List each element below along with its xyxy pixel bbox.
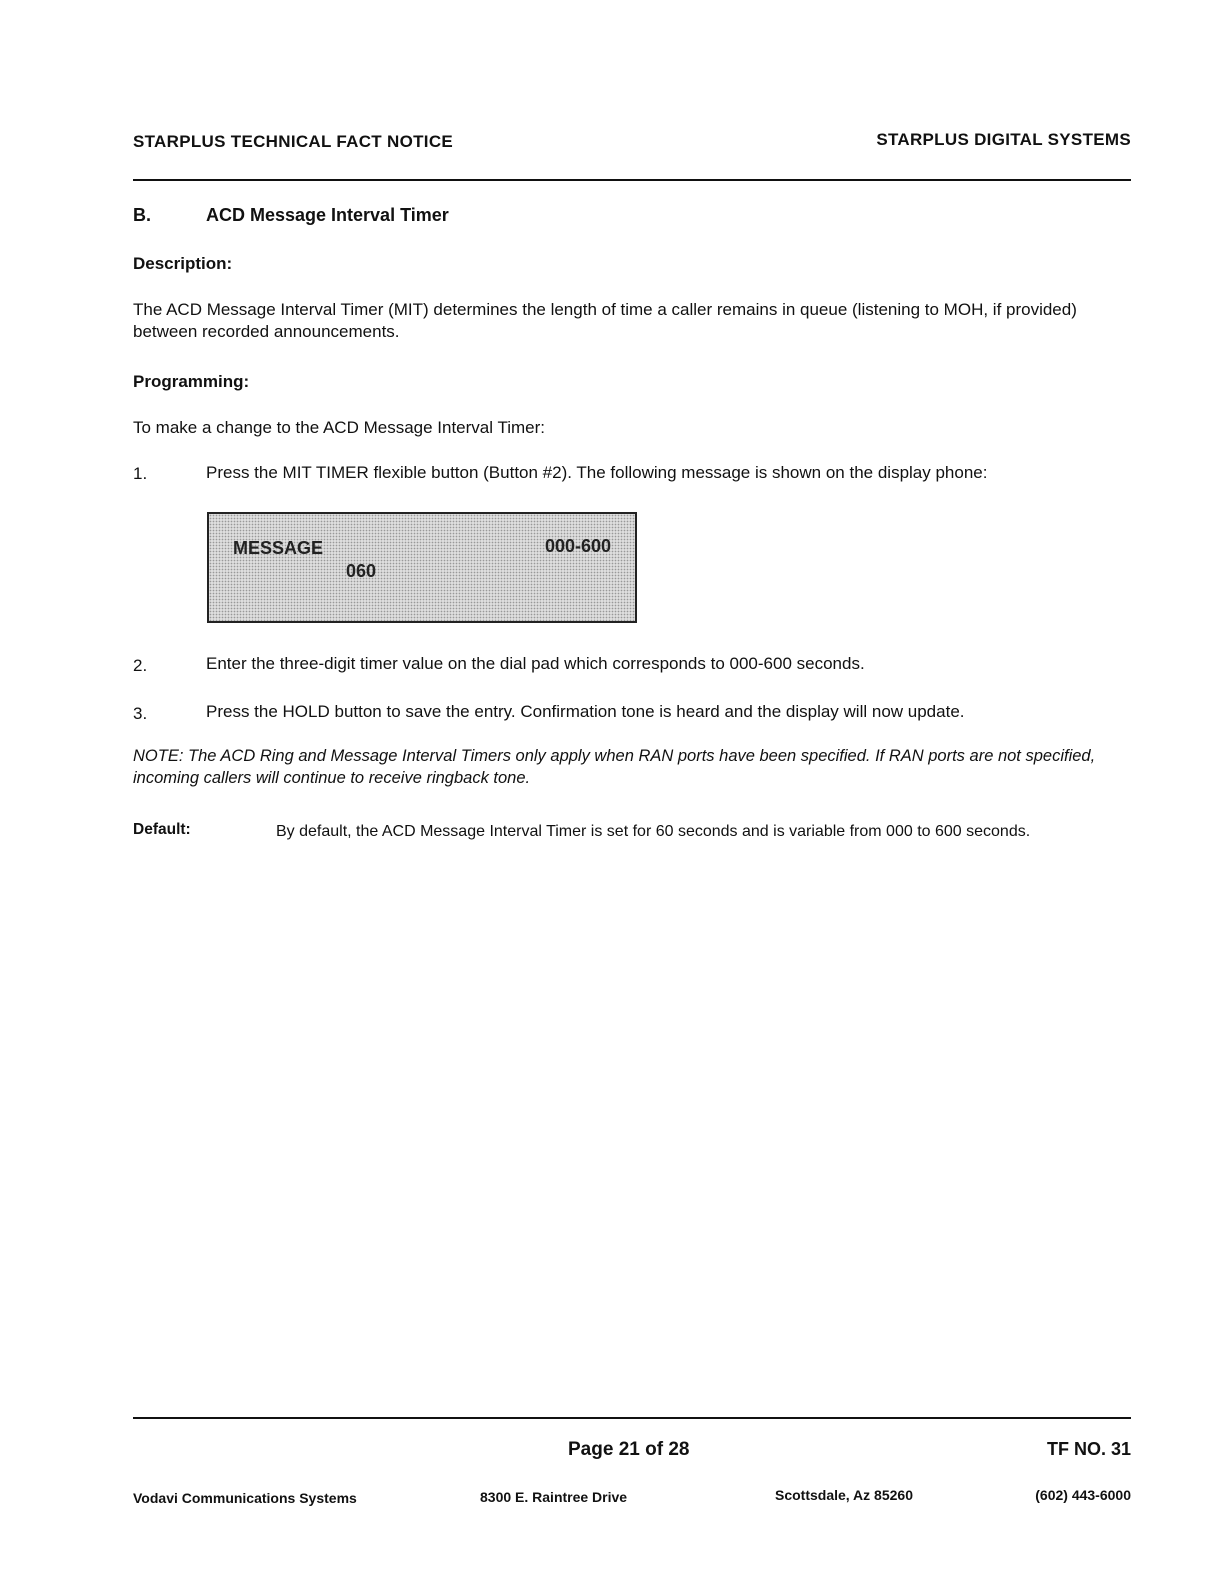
description-heading: Description: [133, 254, 233, 273]
programming-heading: Programming: [133, 372, 250, 391]
header-right: STARPLUS DIGITAL SYSTEMS [876, 130, 1131, 149]
header-left: STARPLUS TECHNICAL FACT NOTICE [133, 132, 454, 151]
footer-company: Vodavi Communications Systems [133, 1490, 357, 1506]
step-1-text: Press the MIT TIMER flexible button (Button #2). The following message is shown on the display phone: [206, 463, 988, 482]
default-label: Default: [133, 821, 191, 838]
footer-phone: (602) 443-6000 [1035, 1487, 1131, 1503]
footer-address: 8300 E. Raintree Drive [480, 1489, 628, 1505]
display-value: 060 [346, 561, 377, 581]
section-title: ACD Message Interval Timer [206, 205, 449, 225]
step-2-number: 2. [133, 656, 148, 675]
header-rule [133, 179, 1131, 181]
tf-number: TF NO. 31 [1046, 1439, 1131, 1459]
page-number: Page 21 of 28 [568, 1439, 690, 1460]
programming-intro: To make a change to the ACD Message Interval Timer: [133, 418, 545, 437]
section-letter: B. [133, 205, 151, 225]
display-range: 000-600 [544, 536, 611, 556]
step-2-text: Enter the three-digit timer value on the dial pad which corresponds to 000-600 seconds. [206, 654, 865, 673]
note-text: NOTE: The ACD Ring and Message Interval Timers only apply when RAN ports have been specified. If RAN ports are not specified, incoming callers will continue to receive ringback tone. [133, 747, 1096, 787]
step-3-text: Press the HOLD button to save the entry. Confirmation tone is heard and the display will now update. [206, 702, 965, 721]
phone-display [207, 512, 637, 623]
description-text: The ACD Message Interval Timer (MIT) determines the length of time a caller remains in queue (listening to MOH, if provided) between recorded announcements. [133, 300, 1077, 341]
default-text: By default, the ACD Message Interval Timer is set for 60 seconds and is variable from 000 to 600 seconds. [276, 823, 1031, 840]
step-1-number: 1. [133, 464, 148, 483]
footer-rule [133, 1417, 1131, 1419]
footer-city: Scottsdale, Az 85260 [775, 1487, 913, 1503]
display-label: MESSAGE [233, 538, 324, 558]
step-3-number: 3. [133, 704, 148, 723]
